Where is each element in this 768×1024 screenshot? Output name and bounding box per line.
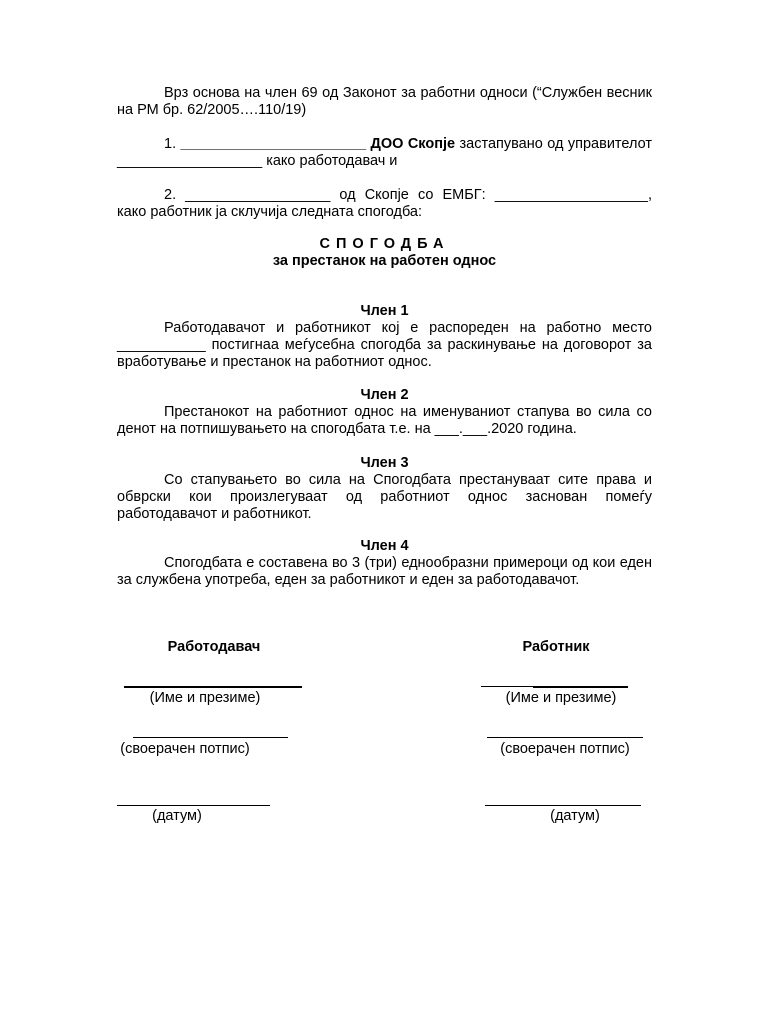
employee-date-label: (датум) bbox=[550, 808, 600, 824]
article-4-heading: Член 4 bbox=[360, 538, 409, 554]
party-one-text1: застапувано од управителот bbox=[459, 136, 652, 152]
employer-date-line bbox=[117, 805, 270, 806]
party-one-manager-blank: __________________ bbox=[117, 153, 263, 169]
article-1-text: Работодавачот и работникот кој е распореден на работно место ___________ постигнаа меѓусебна спогодба за раскинување на договорот за вработување и престанок на работниот однос. bbox=[117, 320, 652, 370]
party-two-name-blank: __________________ bbox=[185, 187, 331, 203]
employer-date-label: (датум) bbox=[152, 808, 202, 824]
document-title: СПОГОДБА bbox=[319, 236, 450, 252]
document-subtitle: за престанок на работен однос bbox=[272, 253, 497, 269]
employee-name-line-thin bbox=[481, 686, 533, 687]
employer-label: Работодавач bbox=[167, 639, 261, 655]
article-3-text: Со стапувањето во сила на Спогодбата престануваат сите права и обврски кои произлегуваат од работниот однос заснован помеѓу работодавачот и работникот. bbox=[117, 472, 652, 522]
employee-name-line bbox=[533, 686, 628, 688]
party-one-company: ДОО Скопје bbox=[370, 136, 456, 152]
employee-name-label: (Име и презиме) bbox=[505, 690, 617, 706]
employer-signature-line bbox=[133, 737, 288, 738]
party-one-name-blank: _______________________ bbox=[180, 136, 367, 152]
party-two-text1: од Скопје со ЕМБГ: bbox=[339, 187, 486, 203]
employee-signature-label: (своерачен потпис) bbox=[500, 741, 630, 757]
party-two-paragraph bbox=[117, 187, 652, 221]
article-3-heading: Член 3 bbox=[360, 455, 409, 471]
employee-signature-line bbox=[487, 737, 643, 738]
party-two-embg-blank: ___________________, bbox=[494, 187, 652, 203]
article-2-text: Престанокот на работниот однос на именуваниот стапува во сила со денот на потпишувањето на спогодбата т.е. на ___.___.2020 година. bbox=[117, 404, 652, 437]
party-two-text2: како работник ја склучија следната спогодба: bbox=[117, 204, 423, 220]
article-1-heading: Член 1 bbox=[360, 303, 409, 319]
employer-name-label: (Име и презиме) bbox=[149, 690, 261, 706]
article-4-text: Спогодбата е составена во 3 (три) еднообразни примероци од кои еден за службена употреба, еден за работникот и еден за работодавачот. bbox=[117, 555, 652, 588]
employee-date-line bbox=[485, 805, 641, 806]
party-one-paragraph bbox=[117, 136, 652, 170]
employer-name-line bbox=[124, 686, 302, 688]
employer-signature-label: (своерачен потпис) bbox=[120, 741, 250, 757]
party-one-text2: како работодавач и bbox=[266, 153, 398, 169]
party-two-number: 2. bbox=[164, 187, 177, 203]
intro-paragraph: Врз основа на член 69 од Законот за работни односи (“Службен весник на РМ бр. 62/2005….110/19) bbox=[117, 85, 652, 118]
party-one-number: 1. bbox=[164, 136, 177, 152]
article-2-heading: Член 2 bbox=[360, 387, 409, 403]
employee-label: Работник bbox=[522, 639, 590, 655]
